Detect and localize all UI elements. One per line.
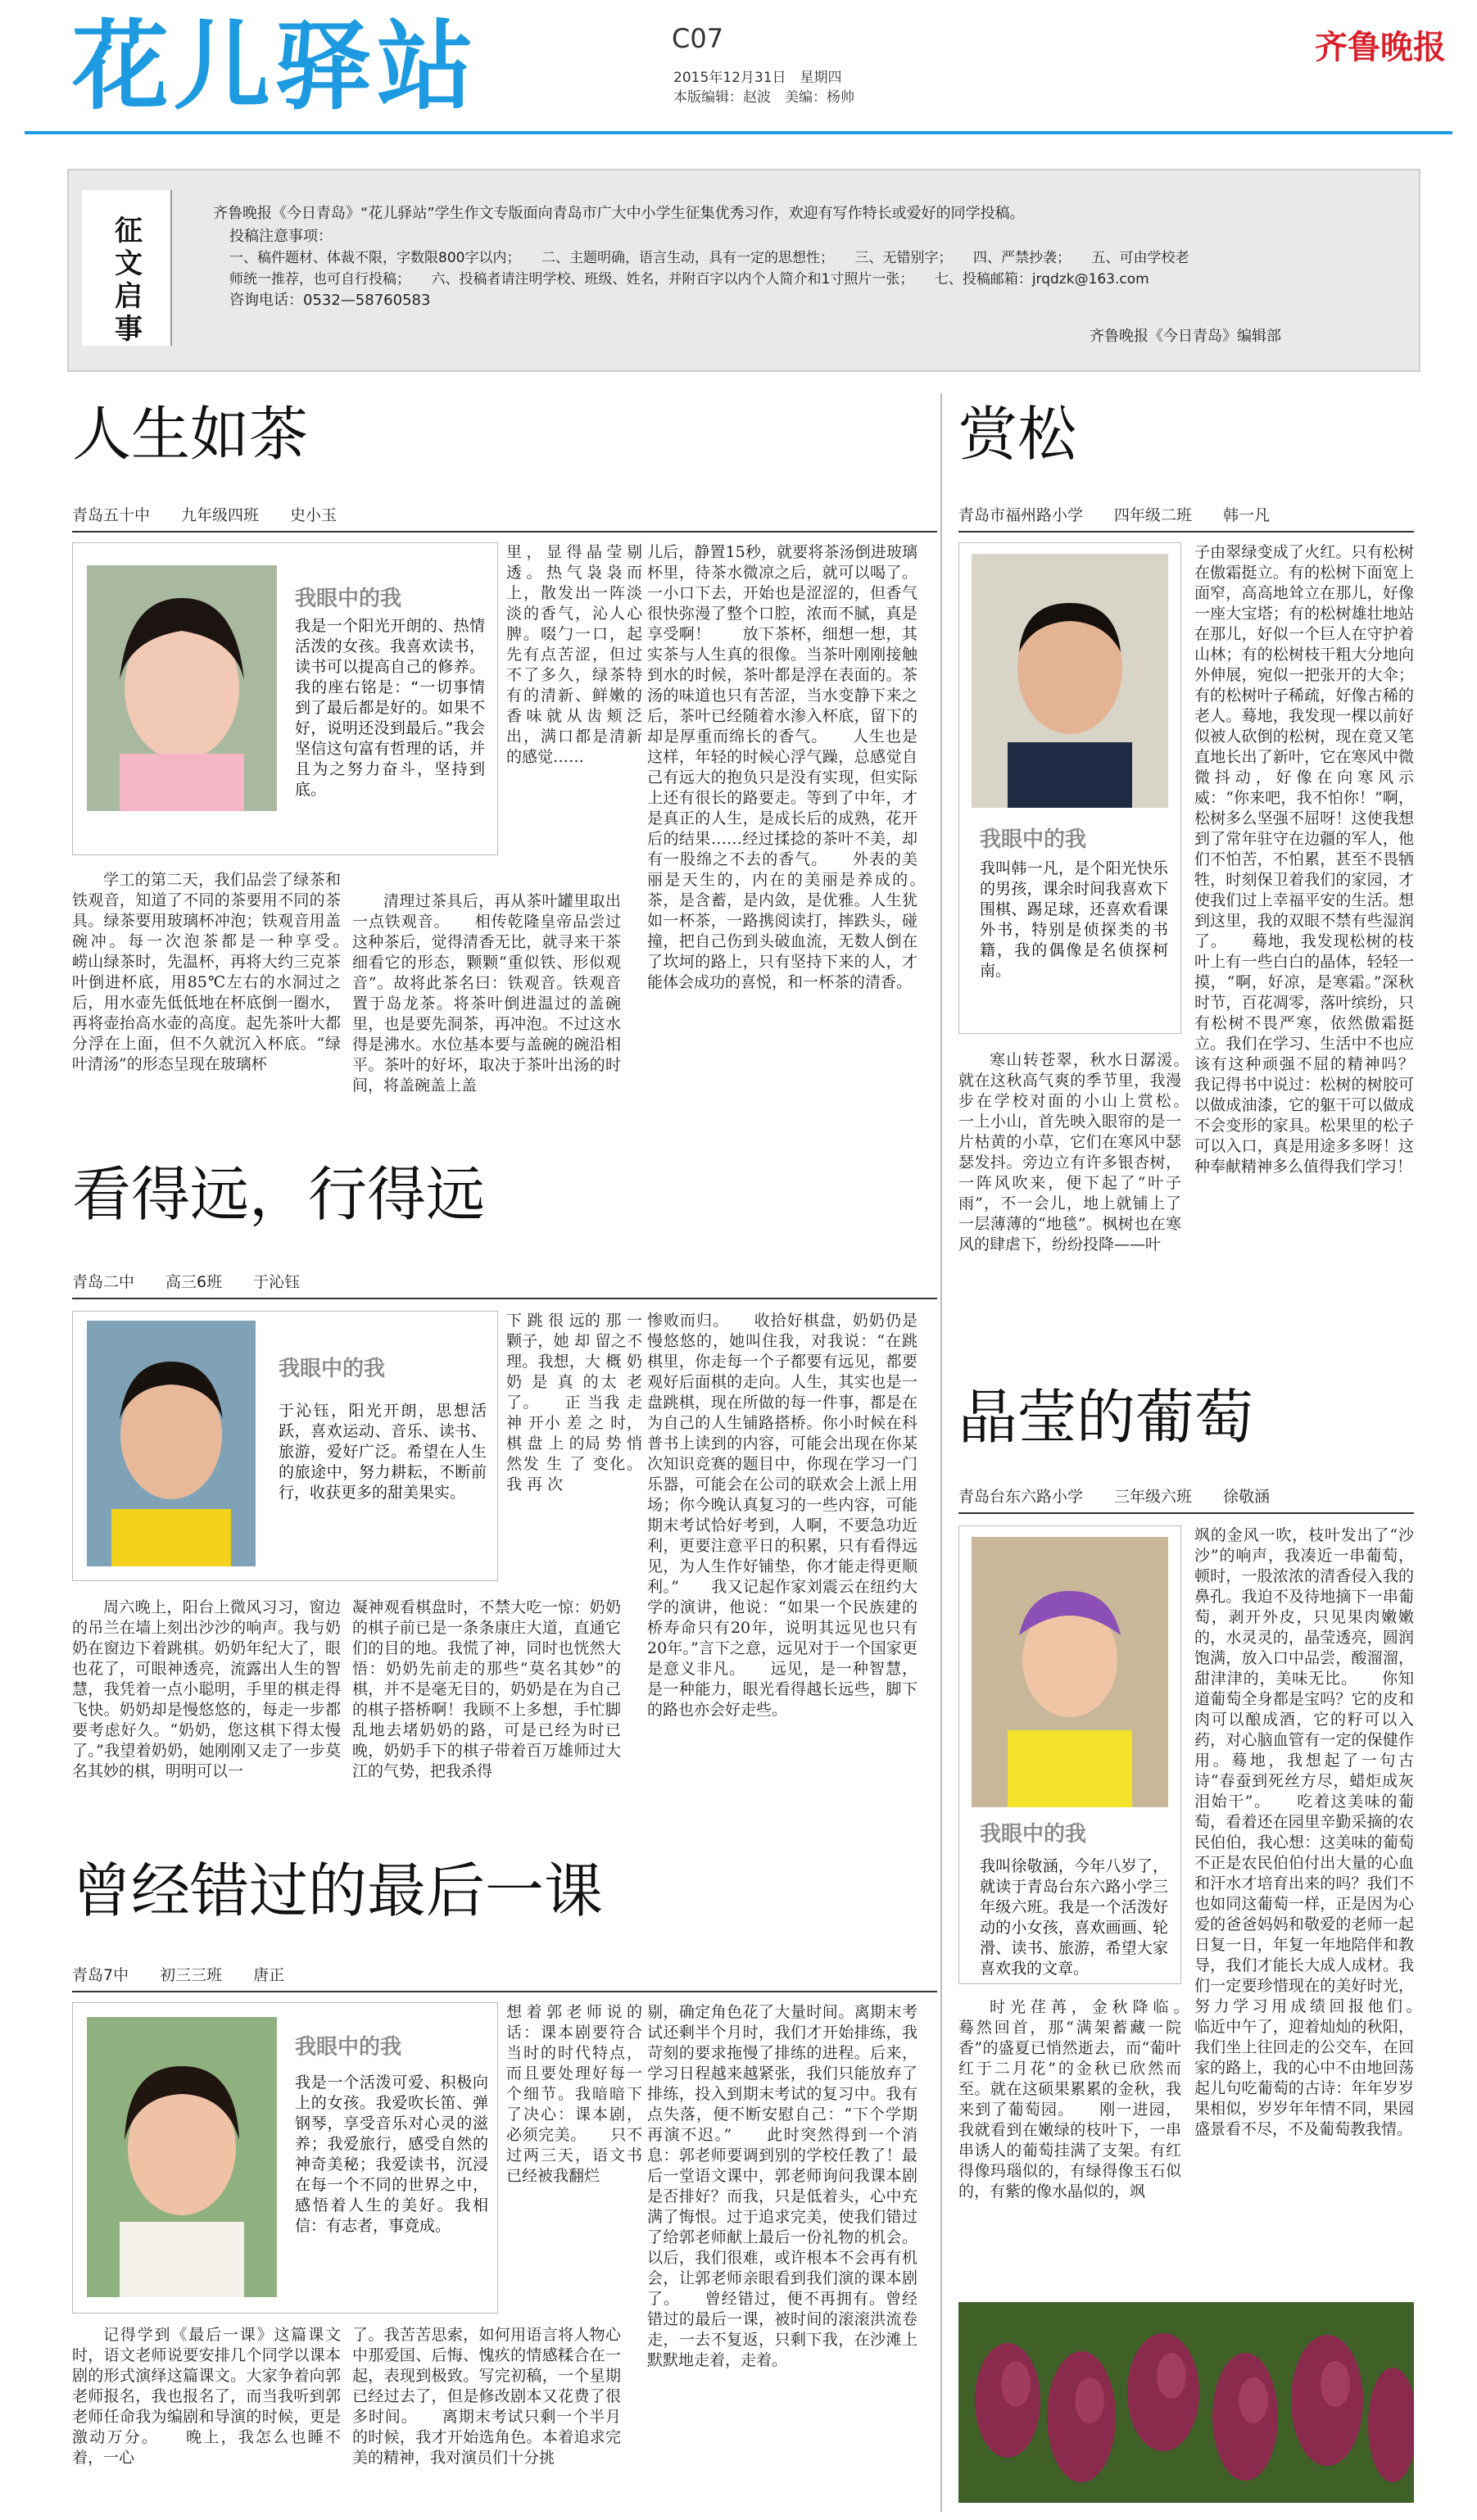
- editors-credit: 本版编辑：赵波 美编：杨帅: [673, 89, 854, 106]
- profile-label: 我眼中的我: [279, 1357, 386, 1381]
- article-title: 曾经错过的最后一课: [72, 1856, 604, 1925]
- notice-phone: 咨询电话：0532—58760583: [229, 292, 431, 309]
- divider: [958, 531, 1414, 533]
- article-column: 清理过茶具后，再从茶叶罐里取出一点铁观音。 相传乾隆皇帝品尝过这种茶后，觉得清香无比，就寻来干茶细看它的形态，颗颗“重似铁、形似观音”。故将此茶名曰：铁观音。铁观音置于岛龙茶。将茶叶倒进温过的盖碗里，也是要先洞茶，再冲泡。不过这水得是沸水。水位基本要与盖碗的碗沿相平。茶叶的好坏，取决于茶叶出汤的时间，将盖碗盖上盖: [352, 892, 621, 1095]
- profile-bio: 我是一个活泼可爱、积极向上的女孩。我爱吹长笛、弹钢琴，享受音乐对心灵的滋养；我爱旅行，感受自然的神奇美秘；我爱读书，沉浸在每一个不同的世界之中，感悟着人生的美好。我相信：有志者，事竟成。: [295, 2074, 488, 2235]
- article-column: 飒的金风一吹，枝叶发出了“沙沙”的响声，我凑近一串葡萄，顿时，一股浓浓的清香侵入我的鼻孔。我迫不及待地摘下一串葡萄，剥开外皮，只见果肉嫩嫩的，水灵灵的，晶莹透亮，圆润饱满，放入口中品尝，酸溜溜，甜津津的，美味无比。 你知道葡萄全身都是宝吗？它的皮和肉可以酿成酒，它的籽可以入药，对心脑血管有一定的保健作用。蓦地，我想起了一句古诗“春蚕到死丝方尽，蜡炬成灰泪始干”。 吃着这美味的葡萄，看着还在园里辛勤采摘的农民伯伯，我心想：这美味的葡萄不正是农民伯伯付出大量的心血和汗水才培育出来的吗？我们不也如同这葡萄一样，正是因为心爱的爸爸妈妈和敬爱的老师一起日复一日，年复一年地陪伴和教导，我们才能长大成人成材。我们一定要珍惜现在的美好时光，努力学习用成绩回报他们。 临近中午了，迎着灿灿的秋阳，我们坐上往回走的公交车，在回家的路上，我的心中不由地回荡起儿句吃葡萄的古诗：年年岁岁果相似，岁岁年年情不同，果园盛景看不尽，不及葡萄教我情。: [1194, 1526, 1414, 2138]
- article-column: 寒山转苍翠，秋水日潺湲。 就在这秋高气爽的季节里，我漫步在学校对面的小山上赏松。 一上小山，首先映入眼帘的是一片枯黄的小草，它们在寒风中瑟瑟发抖。旁边立有许多银杏树，一阵风吹来，便下起了“叶子雨”，不一会儿，地上就铺上了一层薄薄的“地毯”。枫树也在寒风的肆虐下，纷纷投降——叶: [958, 1051, 1181, 1253]
- notice-tag: 征文启事: [115, 215, 143, 346]
- article-column: 惨败而归。 收拾好棋盘，奶奶仍是慢悠悠的，她叫住我，对我说：“在跳棋里，你走每一个子都要有远见，都要观好后面棋的走向。人生，其实也是一盘跳棋，现在所做的每一件事，都是在为自己的人生铺路搭桥。你小时候在科普书上读到的内容，可能会出现在你某次知识竞赛的题目中，你现在学习一门乐器，可能会在公司的联欢会上派上用场；你今晚认真复习的一些内容，可能期末考试恰好考到，人啊，不要急功近利，更要注意平日的积累，只有看得远见，为人生作好铺垫，你才能走得更顺利。” 我又记起作家刘震云在纽约大学的演讲，他说：“如果一个民族建的桥寿命只有20年，说明其远见也只有20年。”言下之意，远见对于一个国家更是意义非凡。 远见，是一种智慧，是一种能力，眼光看得越长远些，脚下的路也亦会好走些。: [647, 1312, 917, 1719]
- notice-signature: 齐鲁晚报《今日青岛》编辑部: [1090, 328, 1281, 345]
- newspaper-logo: 齐鲁晚报: [1315, 28, 1446, 66]
- divider: [72, 1991, 937, 1992]
- profile-label: 我眼中的我: [980, 1822, 1087, 1847]
- issue-date: 2015年12月31日 星期四: [673, 70, 842, 86]
- grapes-photo: [958, 2302, 1414, 2503]
- article-byline: 青岛台东六路小学 三年级六班 徐敬涵: [958, 1488, 1271, 1506]
- article-column: 记得学到《最后一课》这篇课文时，语文老师说要安排几个同学以课本剧的形式演绎这篇课文。大家争着向郭老师报名，我也报名了，而当我听到郭老师任命我为编剧和导演的时候，更是激动万分。 晚上，我怎么也睡不着，一心: [72, 2326, 341, 2467]
- article-title: 晶莹的葡萄: [958, 1383, 1254, 1452]
- article-title: 人生如茶: [72, 400, 309, 469]
- article-byline: 青岛五十中 九年级四班 史小玉: [72, 506, 338, 524]
- profile-label: 我眼中的我: [295, 2035, 402, 2060]
- article-column: 学工的第二天，我们品尝了绿茶和铁观音，知道了不同的茶要用不同的茶具。绿茶要用玻璃杯冲泡；铁观音用盖碗冲。每一次泡茶都是一种享受。 崂山绿茶时，先温杯，再将大约三克茶叶倒进杯底，用85℃左右的水洞过之后，用水壶先低低地在杯底倒一圈水，再将壶抬高水壶的高度。起先茶叶大都分浮在上面，但不久就沉入杯底。“绿叶清汤”的形态呈现在玻璃杯: [72, 871, 341, 1073]
- profile-bio: 我是一个阳光开朗的、热情活泼的女孩。我喜欢读书，读书可以提高自己的修养。我的座右铭是：“一切事情到了最后都是好的。如果不好，说明还没到最后。”我会坚信这句富有哲理的话，并且为之努力奋斗，坚持到底。: [295, 617, 485, 799]
- article-title: 赏松: [958, 400, 1077, 469]
- article-column: 里，显得晶莹剔透。热气袅袅而上，散发出一阵淡淡的香气，沁人心脾。啜勹一口，起先有点苦涩，但过不了多久，绿茶特有的清新、鲜嫩的香味就从齿颊泛出，满口都是清新的感觉……: [506, 543, 642, 766]
- profile-label: 我眼中的我: [295, 587, 402, 611]
- notice-rules-line1: 一、稿件题材、体裁不限，字数限800字以内； 二、主题明确，语言生动，具有一定的思想性； 三、无错别字； 四、严禁抄袭； 五、可由学校老: [229, 250, 1189, 266]
- profile-bio: 我叫韩一凡，是个阳光快乐的男孩，课余时间我喜欢下围棋、踢足球，还喜欢看课外书，特别是侦探类的书籍，我的偶像是名侦探柯南。: [980, 859, 1168, 980]
- notice-intro: 齐鲁晚报《今日青岛》“花儿驿站”学生作文专版面向青岛市广大中小学生征集优秀习作，欢迎有写作特长或爱好的同学投稿。: [213, 205, 1025, 222]
- article-byline: 青岛7中 初三三班 唐正: [72, 1966, 285, 1984]
- article-column: 时光荏苒，金秋降临。 蓦然回首，那“满架蓄藏一院香”的盛夏已悄然逝去，而“葡叶红于二月花”的金秋已欣然而至。就在这硕果累累的金秋，我来到了葡萄园。 刚一进园，我就看到在嫩绿的枝叶下，一串串诱人的葡萄挂满了支架。有红得像玛瑙似的，有绿得像玉石似的，有紫的像水晶似的，飒: [958, 1998, 1181, 2200]
- article-column: 子由翠绿变成了火红。只有松树在傲霜挺立。有的松树下面宽上面窄，高高地耸立在那儿，好像一座大宝塔；有的松树雄壮地站在那儿，好似一个巨人在守护着山林；有的松树枝干粗大分地向外伸展，宛似一把张开的大伞；有的松树叶子稀疏，好像古稀的老人。蓦地，我发现一棵以前好似被人砍倒的松树，现在竟又笔直地长出了新叶，它在寒风中微微抖动，好像在向寒风示威：“你来吧，我不怕你！”啊，松树多么坚强不屈呀！这使我想到了常年驻守在边疆的军人，他们不怕苦，不怕累，甚至不畏牺牲，时刻保卫着我们的家园，才使我们过上幸福平安的生活。想到这里，我的双眼不禁有些湿润了。 蓦地，我发现松树的枝叶上有一些白白的晶体，轻轻一摸，“啊，好凉，是寒霜。”深秋时节，百花凋零，落叶缤纷，只有松树不畏严寒，依然傲霜挺立。我们在学习、生活中不也应该有这种顽强不屈的精神吗？ 我记得书中说过：松树的树胶可以做成油漆，它的躯干可以做成不会变形的家具。松果里的松子可以入口，真是用途多多呀！这种奉献精神多么值得我们学习！: [1194, 543, 1414, 1176]
- divider: [72, 531, 937, 533]
- notice-rules-line2: 师统一推荐，也可自行投稿； 六、投稿者请注明学校、班级、姓名，并附百字以内个人简介和1寸照片一张； 七、投稿邮箱：jrqdzk@163.com: [229, 271, 1149, 288]
- article-column: 剔，确定角色花了大量时间。离期末考试还剩半个月时，我们才开始排练，我苛刻的要求拖慢了排练的进程。后来，学习日程越来越紧张，我们只能放弃了排练，投入到期末考试的复习中。我有点失落，便不断安慰自己：“下个学期再演不迟。” 此时突然得到一个消息：郭老师要调到别的学校任教了！最后一堂语文课中，郭老师询问我课本剧是否排好？而我，只是低着头，心中充满了悔恨。过于追求完美，使我们错过了给郭老师献上最后一份礼物的机会。以后，我们很难，或许根本不会再有机会，让郭老师亲眼看到我们演的课本剧了。 曾经错过，便不再拥有。曾经错过的最后一课，被时间的滚滚洪流卷走，一去不复返，只剩下我，在沙滩上默默地走着，走着。: [647, 2003, 917, 2369]
- profile-bio: 我叫徐敬涵，今年八岁了，就读于青岛台东六路小学三年级六班。我是一个活泼好动的小女孩，喜欢画画、轮滑、读书、旅游，希望大家喜欢我的文章。: [980, 1857, 1168, 1978]
- author-photo: [87, 2017, 277, 2297]
- author-photo: [972, 1537, 1168, 1807]
- article-column: 儿后，静置15秒，就要将茶汤倒进玻璃杯里，待茶水微凉之后，就可以喝了。一小口下去，开始也是涩涩的，但香气很快弥漫了整个口腔，浓而不腻，真是享受啊！ 放下茶杯，细想一想，其实茶与人生真的很像。当茶叶刚刚接触到水的时候，茶叶都是浮在表面的。茶汤的味道也只有苦涩，当水变静下来之后，茶叶已经随着水渗入杯底，留下的却是厚重而绵长的香气。 人生也是这样，年轻的时候心浮气躁，总感觉自己有远大的抱负只是没有实现，但实际上还有很长的路要走。等到了中年，才是真正的人生，是成长后的成熟，花开后的结果……经过揉捻的茶叶不美，却有一股绵之不去的香气。 外表的美丽是天生的，内在的美丽是养成的。 茶，是含蓄，是内敛，是优雅。人生犹如一杯茶，一路携阅读打，摔跌头，碰撞，把自己伤到头破血流，无数人倒在了坎坷的路上，只有坚持下来的人，才能体会成功的喜悦，和一杯茶的清香。: [647, 543, 917, 991]
- author-photo: [972, 554, 1168, 808]
- article-column: 了。我苦苦思索，如何用语言将人物心中那爱国、后悔、愧疚的情感糅合在一起，表现到极致。写完初稿，一个星期已经过去了，但是修改剧本又花费了很多时间。 离期末考试只剩一个半月的时候，我才开始选角色。本着追求完美的精神，我对演员们十分挑: [352, 2326, 621, 2467]
- author-photo: [87, 565, 277, 811]
- notice-rules-title: 投稿注意事项：: [229, 228, 333, 245]
- article-byline: 青岛二中 高三6班 于沁钰: [72, 1273, 301, 1291]
- divider: [958, 1512, 1414, 1514]
- divider: [72, 1298, 937, 1299]
- header-rule: [25, 131, 1452, 134]
- masthead-title: 花儿驿站: [72, 10, 479, 123]
- article-byline: 青岛市福州路小学 四年级二班 韩一凡: [958, 506, 1271, 524]
- article-title: 看得远，行得远: [72, 1160, 486, 1229]
- profile-label: 我眼中的我: [980, 827, 1087, 852]
- page-number: C07: [672, 23, 724, 54]
- article-column: 想着郭老师说的话：课本剧要符合当时的时代特点，而且要处理好每一个细节。我暗暗下了决心：课本剧，必须完美。 只不过两三天，语文书已经被我翻烂: [506, 2003, 642, 2185]
- article-column: 凝神观看棋盘时，不禁大吃一惊：奶奶的棋子前已是一条条康庄大道，直通它们的目的地。我慌了神，同时也恍然大悟：奶奶先前走的那些“莫名其妙”的棋，并不是毫无目的，奶奶是在为自己的棋子搭桥啊！我顾不上多想，手忙脚乱地去堵奶奶的路，可是已经为时已晚，奶奶手下的棋子带着百万雄师过大江的气势，把我杀得: [352, 1598, 621, 1780]
- author-photo: [87, 1321, 256, 1566]
- article-column: 下 跳 很 远的 那 一 颗子，她 却 留之不 理。我想，大 概 奶奶 是 真 的太 老 了。 正 当我 走 神 开小 差 之 时，棋 盘 上 的局 势 悄 然发 生 了 变化。我 再 次: [506, 1312, 642, 1493]
- profile-bio: 于沁钰，阳光开朗，思想活跃，喜欢运动、音乐、读书、旅游，爱好广泛。希望在人生的旅途中，努力耕耘，不断前行，收获更多的甜美果实。: [279, 1402, 487, 1502]
- article-column: 周六晚上，阳台上微风习习，窗边的吊兰在墙上刻出沙沙的响声。我与奶奶在窗边下着跳棋。奶奶年纪大了，眼也花了，可眼神透亮，流露出人生的智慧，我凭着一点小聪明，手里的棋走得飞快。奶奶却是慢悠悠的，每走一步都要考虑好久。“奶奶，您这棋下得太慢了。”我望着奶奶，她刚刚又走了一步莫名其妙的棋，明明可以一: [72, 1598, 341, 1780]
- column-separator: [940, 393, 942, 2512]
